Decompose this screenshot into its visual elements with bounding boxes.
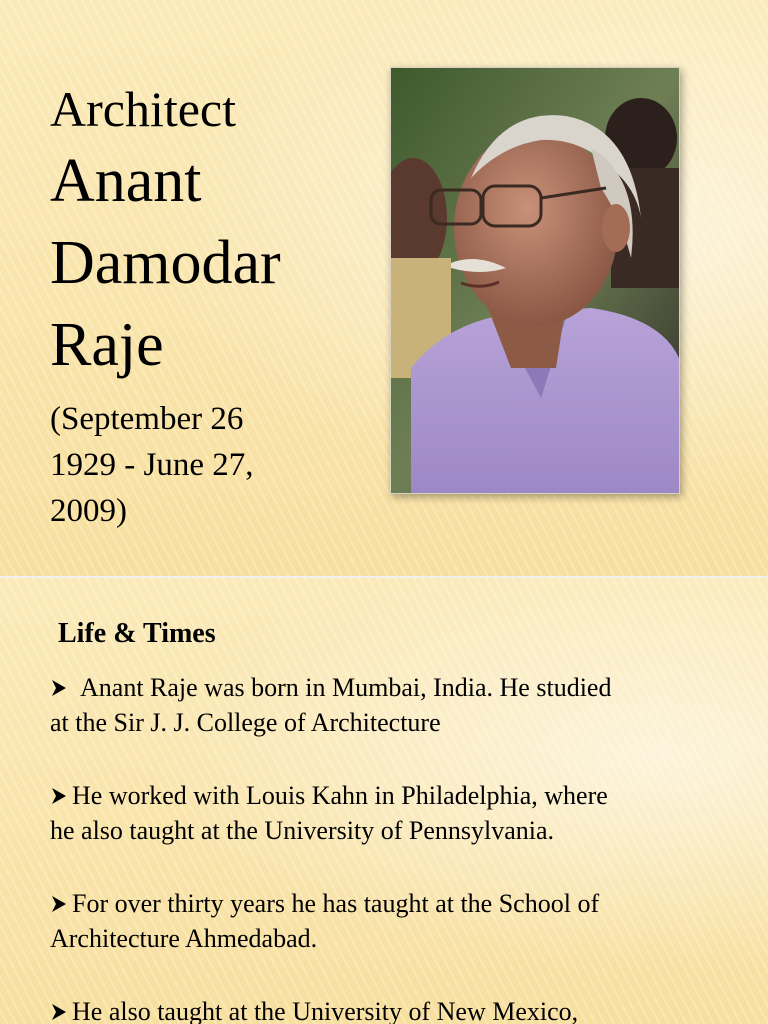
arrow-bullet-icon	[50, 678, 68, 698]
list-item	[50, 994, 720, 1024]
arrow-bullet-icon	[50, 894, 68, 914]
dates-line-2: 1929 - June 27,	[50, 447, 254, 483]
bullet-text-line-1: He worked with Louis Kahn in Philadelphia, where	[72, 781, 608, 810]
bullet-text-line-1: Anant Raje was born in Mumbai, India. He studied	[80, 673, 612, 702]
title-block	[50, 78, 370, 534]
bullet-text-line-1: He also taught at the University of New Mexico,	[72, 997, 579, 1024]
bullet-text-line-2: at the Sir J. J. College of Architecture	[50, 708, 441, 737]
section-heading: Life & Times	[58, 618, 216, 649]
bullet-text-line-1: For over thirty years he has taught at the School of	[72, 889, 600, 918]
portrait-photo	[390, 67, 680, 494]
title-architect: Architect	[50, 81, 237, 137]
dates-line-3: 2009)	[50, 493, 127, 529]
list-item	[50, 670, 720, 740]
title-name-middle: Damodar	[50, 229, 281, 297]
dates-line-1: (September 26	[50, 401, 244, 437]
arrow-bullet-icon	[50, 1002, 68, 1022]
bullet-text-line-2: he also taught at the University of Pennsylvania.	[50, 816, 555, 845]
bullet-list	[50, 670, 720, 1024]
life-dates	[50, 396, 370, 534]
portrait-image	[391, 68, 679, 493]
title-name-first: Anant	[50, 147, 202, 215]
arrow-bullet-icon	[50, 786, 68, 806]
title-name-last: Raje	[50, 311, 164, 379]
slide-life-and-times	[0, 578, 768, 1024]
list-item	[50, 778, 720, 848]
bullet-text-line-2: Architecture Ahmedabad.	[50, 924, 318, 953]
list-item	[50, 886, 720, 956]
